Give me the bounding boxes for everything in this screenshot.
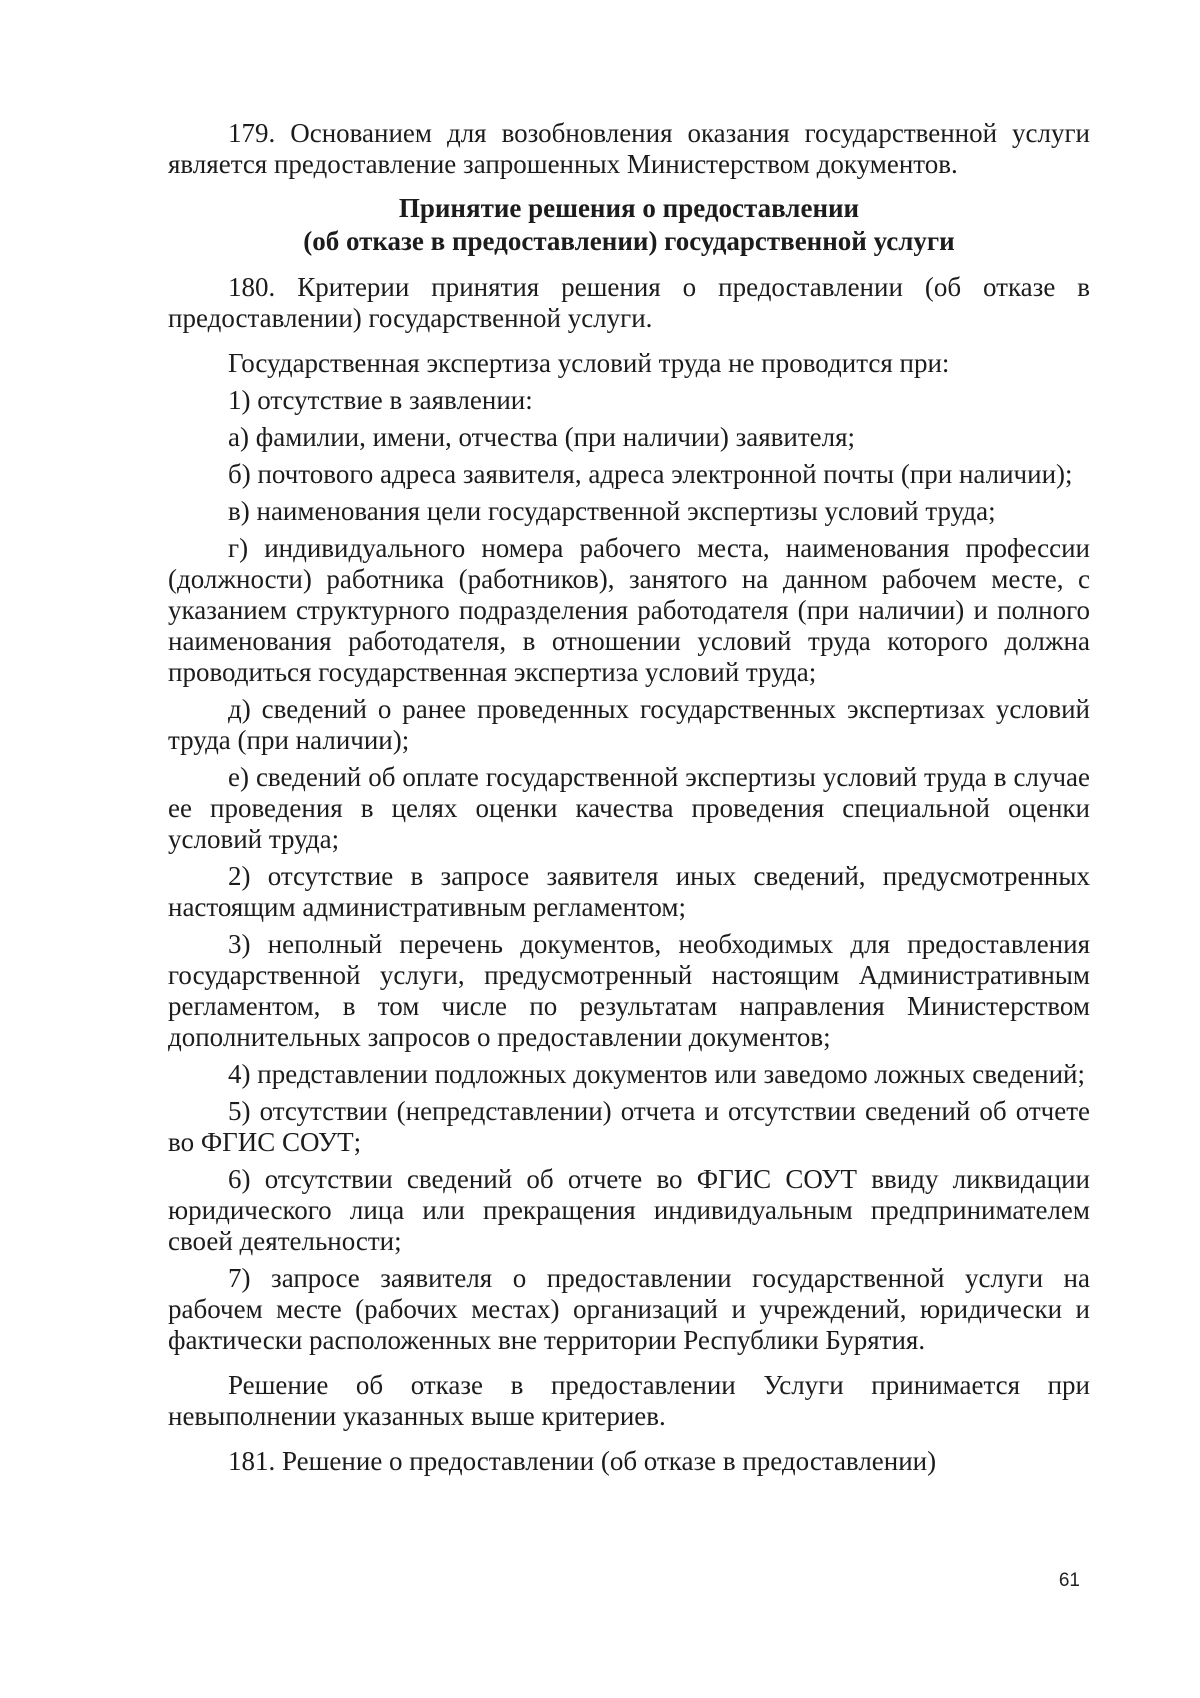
page-number: 61 <box>1058 1570 1080 1591</box>
list-item-3: 3) неполный перечень документов, необходимых для предоставления государственной услуги, предусмотренный настоящим Административным регламентом, в том числе по результатам направления Министерством дополнительных запросов о предоставлении документов; <box>168 929 1090 1052</box>
section-heading-line-1: Принятие решения о предоставлении <box>398 193 860 223</box>
list-item-5: 5) отсутствии (непредставлении) отчета и отсутствии сведений об отчете во ФГИС СОУТ; <box>168 1096 1090 1157</box>
list-item-6: 6) отсутствии сведений об отчете во ФГИС СОУТ ввиду ликвидации юридического лица или прекращения индивидуальным предпринимателем своей деятельности; <box>168 1164 1090 1256</box>
list-item-1: 1) отсутствие в заявлении: <box>228 385 533 415</box>
section-heading-line-2: (об отказе в предоставлении) государственной услуги <box>303 226 955 256</box>
section-heading <box>168 192 1090 258</box>
refusal-note: Решение об отказе в предоставлении Услуги принимается при невыполнении указанных выше критериев. <box>168 1370 1090 1431</box>
list-item-1a: а) фамилии, имени, отчества (при наличии) заявителя; <box>228 422 856 452</box>
list-item-7: 7) запросе заявителя о предоставлении государственной услуги на рабочем месте (рабочих местах) организаций и учреждений, юридически и фактически расположенных вне территории Республики Бурятия. <box>168 1263 1090 1355</box>
list-item-4: 4) представлении подложных документов или заведомо ложных сведений; <box>228 1059 1085 1089</box>
list-item-1g: г) индивидуального номера рабочего места, наименования профессии (должности) работника (работников), занятого на данном рабочем месте, с указанием структурного подразделения работодателя (при наличии) и полного наименования работодателя, в отношении условий труда которого должна проводиться государственная экспертиза условий труда; <box>168 533 1090 687</box>
paragraph-180: 180. Критерии принятия решения о предоставлении (об отказе в предоставлении) государственной услуги. <box>168 272 1090 333</box>
list-item-1e: е) сведений об оплате государственной экспертизы условий труда в случае ее проведения в целях оценки качества проведения специальной оценки условий труда; <box>168 762 1090 854</box>
paragraph-179: 179. Основанием для возобновления оказания государственной услуги является предоставление запрошенных Министерством документов. <box>168 118 1090 179</box>
expertise-intro: Государственная экспертиза условий труда не проводится при: <box>228 348 950 378</box>
list-item-2: 2) отсутствие в запросе заявителя иных сведений, предусмотренных настоящим административным регламентом; <box>168 861 1090 922</box>
list-item-1b: б) почтового адреса заявителя, адреса электронной почты (при наличии); <box>228 459 1073 489</box>
list-item-1d: д) сведений о ранее проведенных государственных экспертизах условий труда (при наличии); <box>168 694 1090 755</box>
list-item-1v: в) наименования цели государственной экспертизы условий труда; <box>228 496 996 526</box>
paragraph-181-start: 181. Решение о предоставлении (об отказе в предоставлении) <box>228 1446 937 1476</box>
document-body <box>168 118 1090 1483</box>
